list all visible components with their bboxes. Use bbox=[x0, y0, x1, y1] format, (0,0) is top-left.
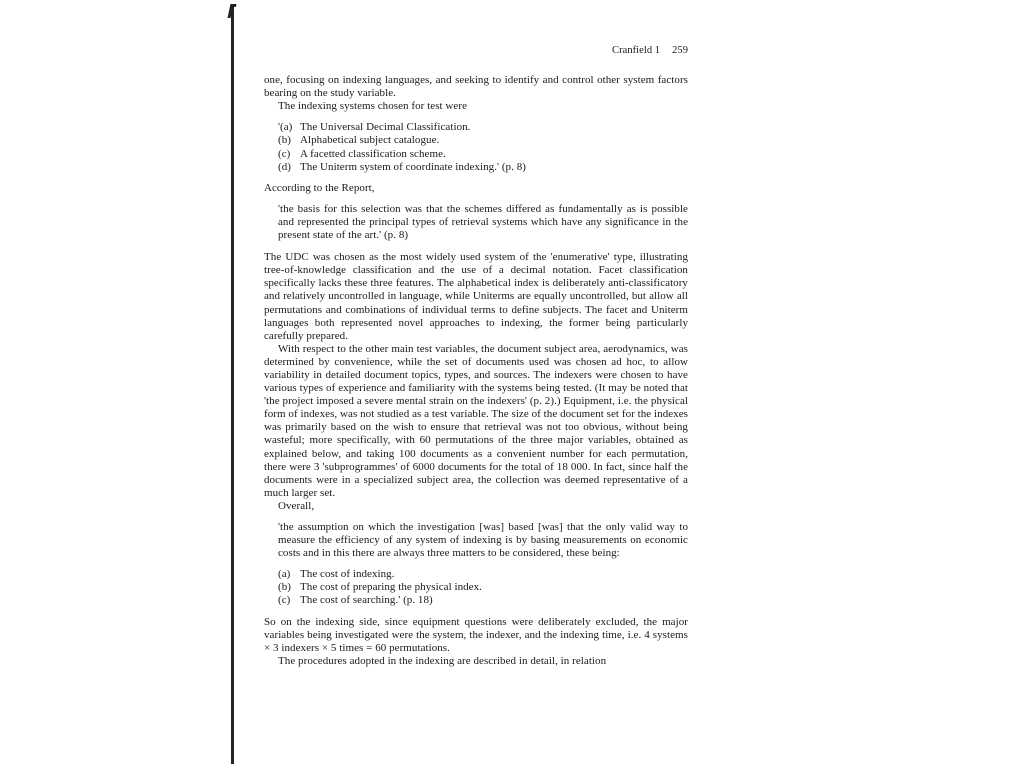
list-item: (c) The cost of searching.' (p. 18) bbox=[278, 594, 433, 607]
paragraph-3: According to the Report, bbox=[264, 181, 375, 194]
paragraph-5: With respect to the other main test variables, the document subject area, aerodynamics, was determined by convenience, while the set of documents used was chosen ad hoc, to allow variability in detailed document topics, types, and sources. The indexers were chosen to have various types of experience and familiarity with the systems being tested. (It may be noted that 'the project imposed a severe mental strain on the indexers' (p. 2).) Equipment, i.e. the physical form of indexes, was not studied as a test variable. The size of the document set for the indexes was primarily based on the wish to ensure that retrieval was not too obvious, without being wasteful; more specifically, with 60 permutations of the three major variables, obtained as explained below, and taking 100 documents as a convenient number for each permutation, there were 3 'subprogrammes' of 6000 documents for the total of 18 000. In fact, since half the documents were in a specialized subject area, the collection was deemed representative of a much larger set. bbox=[264, 342, 688, 499]
book-page bbox=[264, 44, 688, 668]
paragraph-1: one, focusing on indexing languages, and seeking to identify and control other system factors bearing on the study variable. bbox=[264, 74, 688, 100]
running-head-title: Cranfield 1 bbox=[612, 45, 661, 56]
list-item: (b) The cost of preparing the physical index. bbox=[278, 581, 482, 594]
paragraph-7: So on the indexing side, since equipment questions were deliberately excluded, the major variables being investigated were the system, the indexer, and the indexing time, i.e. 4 systems × 3 indexers × 5 times = 60 permutations. bbox=[264, 615, 688, 654]
costs-list bbox=[278, 568, 688, 607]
block-quote-1: 'the basis for this selection was that the schemes differed as fundamentally as is possible and represented the principal types of retrieval systems which have any significance in the present state of the art.' (p. 8) bbox=[278, 202, 688, 242]
page-number: 259 bbox=[672, 45, 688, 56]
paragraph-6: Overall, bbox=[278, 499, 315, 512]
block-quote-2: 'the assumption on which the investigation [was] based [was] that the only valid way to measure the efficiency of any system of indexing is by basing measurements on economic costs and in this there are always three matters to be considered, these being: bbox=[278, 521, 688, 560]
running-head bbox=[264, 44, 688, 57]
list-item: '(a) The Universal Decimal Classification. bbox=[278, 121, 471, 134]
indexing-systems-list bbox=[278, 121, 688, 173]
list-item: (c) A facetted classification scheme. bbox=[278, 147, 446, 160]
list-item: (b) Alphabetical subject catalogue. bbox=[278, 134, 440, 147]
paragraph-4: The UDC was chosen as the most widely used system of the 'enumerative' type, illustrating tree-of-knowledge classification and the use of a decimal notation. Facet classification specifically lacks these three features. The alphabetical index is deliberately anti-classificatory and relatively uncontrolled in language, while Uniterms are equally uncontrolled, but allow all permutations and combinations of individual terms to define subjects. The facet and Uniterm languages both represented novel approaches to indexing, the former being particularly carefully prepared. bbox=[264, 251, 688, 342]
paragraph-8: The procedures adopted in the indexing are described in detail, in relation bbox=[278, 654, 607, 667]
list-item: (d) The Uniterm system of coordinate indexing.' (p. 8) bbox=[278, 160, 526, 173]
paragraph-2: The indexing systems chosen for test were bbox=[278, 100, 468, 113]
page-binding-edge bbox=[231, 4, 234, 764]
list-item: (a) The cost of indexing. bbox=[278, 568, 395, 581]
